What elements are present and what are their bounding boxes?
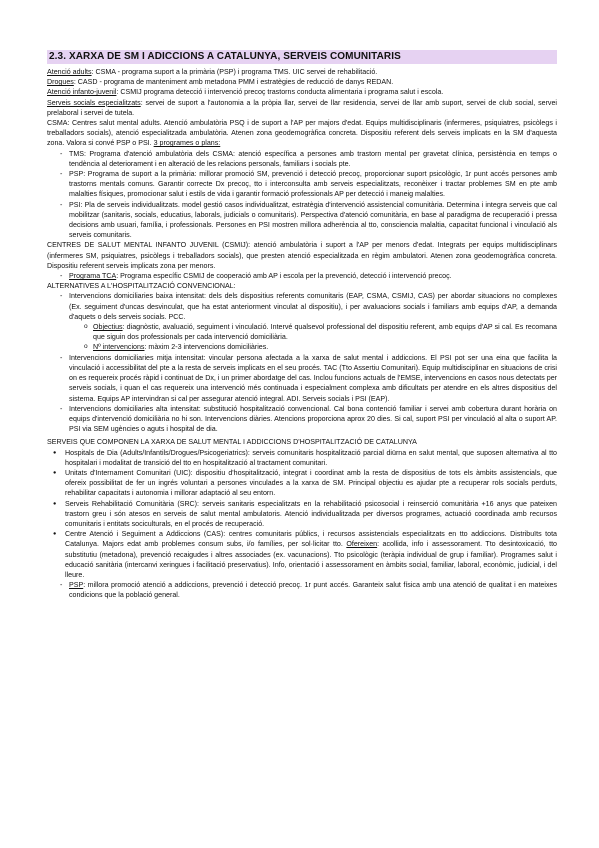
sub-text: : màxim 2-3 intervencions domiciliàries. bbox=[144, 343, 269, 352]
intro-text: : CASD - programa de manteniment amb metadona PMM i estratègies de reducció de danys REDAN. bbox=[73, 78, 394, 87]
sub-label: Objectius bbox=[93, 323, 123, 332]
list-item: - PSI: Pla de serveis individualitzats. model gestió casos individualitzat, estratègia d'intervenció assistencial comunitària. Determina i integra serveis que cal mobilitzar (sanitaris, socials, educatius, laborals, judicials o comunitaris). Perspectiva d'atenció comunitària, en base al paradigma de recuperació i pressa decisions amb usuari, família, i professionals. Persones en PSI mostren millora adherència al tto, consciencia malaltia, capacitat funcional i vinculació als serveis comunitaris. bbox=[47, 200, 557, 241]
section-title: 2.3. XARXA DE SM I ADICCIONS A CATALUNYA, SERVEIS COMUNITARIS bbox=[47, 50, 557, 64]
sub-list-item bbox=[47, 322, 557, 342]
sub-label: Nº intervencions bbox=[93, 343, 145, 352]
list-item bbox=[47, 580, 557, 600]
sub-text: : diagnòstic, avaluació, seguiment i vinculació. Intervé qualsevol professional del dispositiu referent, amb equips d'AP si cal. Es recomana que siguin dos professionals per cada intervenció domiciliària. bbox=[93, 323, 557, 342]
sub-list bbox=[47, 322, 557, 353]
intro-line bbox=[47, 87, 557, 97]
intro-label: Drogues bbox=[47, 78, 74, 87]
list-item: ● Hospitals de Dia (Adults/Infantils/Drogues/Psicogeriatrics): serveis comunitaris hospitalització parcial diürna en salut mental, que suposen alternativa al tto hospitalari i modalitat de transició del tto en hospitalització al tractament comunitari. bbox=[47, 448, 557, 468]
list-item: - PSP: Programa de suport a la primària: millorar promoció SM, prevenció i detecció precoç, proporcionar suport psicològic, 1r punt accés persones amb trastorns mentals comuns. Garantir correcte Dx precoç, tto i interconsulta amb serveis especialitzats, reconèixer i tractar problemes SM en pte amb malalties físiques, promocionar salut i estils de vida i garantir formació professionals AP per detecció i maneig malalties. bbox=[47, 169, 557, 200]
psp-label: PSP bbox=[69, 581, 84, 590]
intro-block bbox=[47, 67, 557, 118]
alternatives-heading: ALTERNATIVES A L'HOSPITALITZACIÓ CONVENCIONAL: bbox=[47, 282, 236, 291]
csma-paragraph bbox=[47, 118, 557, 149]
intro-text: : servei de suport a l'autonomia a la pròpia llar, servei de llar residencia, servei de llar amb suport, servei de club social, servei prelaboral i servei de tutela. bbox=[47, 98, 557, 117]
services-heading: SERVEIS QUE COMPONEN LA XARXA DE SALUT MENTAL I ADDICCIONS D'HOSPITALITZACIÓ DE CATALUNYA bbox=[47, 438, 417, 447]
list-item: - TMS: Programa d'atenció ambulatòria dels CSMA: atenció específica a persones amb trastorn mental per gravetat clínica, persistència en temps o tendència al deteriorament i en alteració de les relacions personals, familiars i socials pte. bbox=[47, 149, 557, 169]
intro-line bbox=[47, 67, 557, 77]
intro-line bbox=[47, 77, 557, 87]
cas-text: Centre Atenció i Seguiment a Addiccions (CAS): centres comunitaris públics, i recursos assistencials especialitzats en tto addiccions. Distribuïts tota Catalunya. Majors edat amb problemes consum subs, i/o famílies, per sol·licitar tto. bbox=[65, 530, 557, 549]
list-item bbox=[47, 291, 557, 352]
services-list bbox=[47, 448, 557, 581]
csma-program-list bbox=[47, 149, 557, 241]
list-item: - Intervencions domiciliaries mitja intensitat: vincular persona afectada a la xarxa de salut mental i addiccions. El PSI pot ser una eina que facilita la vinculació i accessibilitat del pte a la resta de serveis implicats en el seu procés. TAC (Tto Assertiu Comunitari). Equip multidisciplinar en situacions de crisi on es requereix procés ràpid i continuat de Dx, i un primer abordatge del cas. Inclou funcions actuals de l'EMSE, intervencions en casos nous detectats per serveis socials, i quan el cas requereix una intervenció més continuada i especialment complexa amb dificultats per atendre en els altres dispositius del sistema. Equips AP intervindran si cal per assegurar atenció integral. ADI. Serveis socials i PSI (EAP). bbox=[47, 353, 557, 404]
csmij-tca-list bbox=[47, 271, 557, 281]
psp-text: : millora promoció atenció a addiccions, prevenció i detecció precoç. 1r punt accés. Garanteix salut física amb una atenció de qualitat i en mateixes condicions que la població general. bbox=[69, 581, 557, 600]
sub-list-item bbox=[47, 342, 557, 352]
list-item: ● Unitats d'Internament Comunitari (UIC): dispositiu d'hospitalització, integrat i coordinat amb la resta de dispositius de tots els àmbits assistencials, que ofereix possibilitat de fer un ingrés voluntari a persones vinculades a la xarxa de SM. Principal objectiu es ajudar pte a recuperar rols socials perduts, rehabilitar capacitats i autonomia i millorar adaptació al seu entorn. bbox=[47, 468, 557, 499]
intro-text: : CSMA - programa suport a la primària (PSP) i programa TMS. UIC servei de rehabilitació. bbox=[91, 68, 378, 76]
csmij-paragraph: CENTRES DE SALUT MENTAL INFANTO JUVENIL (CSMIJ): atenció ambulatòria i suport a l'AP per menors d'edat. Integrats per equips multidisciplinars (infermeres SM, psiquiatres, psicòlegs i treballadors socials), que presten atenció especialitzada en règim ambulatori. Atenen zona geodemogràfica concreta. Dispositiu referent serveis implicats zona per menors. bbox=[47, 241, 557, 270]
list-item bbox=[47, 529, 557, 580]
intro-label: Atenció infanto-juvenil bbox=[47, 88, 117, 97]
alt-text: Intervencions domiciliaries baixa intensitat: dels dels dispositius referents comunitaris (EAP, CSMA, CSMIJ, CAS) per abordar situacions no complexes (Ex. seguiment d'uncas desvinculat, que ha estat anteriorment vinculat al dispositiu), i per avaluacions socials i familiars amb equips d'AP, a demanda d'aquets o dels serveis socials. PCC. bbox=[69, 292, 557, 321]
document-page bbox=[47, 50, 557, 601]
list-item: - Intervencions domiciliaries alta intensitat: substitució hospitalització convencional. Cal bona contenció familiar i servei amb cobertura durant horària on equips d'intervenció domiciliària no hi son. Intervencions diàries. Atencions proporciona aprox 20 dies. Si cal, suport PSI per vinculació al alta o suport AP. PSI via SEM ugències o aguts i hospital de dia. bbox=[47, 404, 557, 435]
list-item bbox=[47, 271, 557, 281]
cas-offer-label: Ofereixen bbox=[346, 540, 378, 549]
psp-list bbox=[47, 580, 557, 600]
list-item: ● Serveis Rehabilitació Comunitària (SRC): serveis sanitaris especialitzats en la rehabilitació psicosocial i reinserció comunitària +16 anys que pateixen trastorn greu i són atesos en serveis de salut mental ambulatoris. Atenció individualitzada per diversos programes, actuació coordinada amb recursos comunitaris i entitats sociculturals, en el procés de recuperació. bbox=[47, 499, 557, 530]
intro-line bbox=[47, 98, 557, 118]
alternatives-list bbox=[47, 291, 557, 434]
csma-text: CSMA: Centres salut mental adults. Atenció ambulatòria PSQ i de suport a l'AP per majors d'edat. Equips multidisciplinaris (infermeres, psiquiatres, psicòlegs i treballadors socials), atenció especialitzada ambulatòria. Atenen zona geodemogràfica concreta. Dispositiu referent dels serveis implicats en la SM d'aquesta zona. Valora si convé PSP o PSI. bbox=[47, 119, 557, 148]
cas-offer-text: : acollida, info i assessorament. Tto desintoxicació, tto substitutiu (metadona), prevenció recaigudes i altres associades (ex. vacunacions). Tto psicològic (teràpia individual de grup i familiar). Programes salut i educació sanitària (intercanvi xeringues i facilitació preservatius). Info, orientació i assessorament en àmbits social, familiar, laboral, econòmic, judicial, i del lleure. bbox=[65, 540, 557, 579]
csma-programs-link: 3 programes o plans: bbox=[153, 139, 221, 148]
intro-text: : CSMIJ programa detecció i intervenció precoç trastorns conducta alimentaria i programa salut i escola. bbox=[116, 88, 444, 97]
intro-label: Serveis socials especialitzats bbox=[47, 98, 141, 107]
tca-label: Programa TCA bbox=[69, 272, 117, 281]
tca-text: : Programa específic CSMIJ de cooperació amb AP i escola per la prevenció, detecció i intervenció precoç. bbox=[116, 272, 452, 281]
intro-label: Atenció adults bbox=[47, 68, 92, 76]
